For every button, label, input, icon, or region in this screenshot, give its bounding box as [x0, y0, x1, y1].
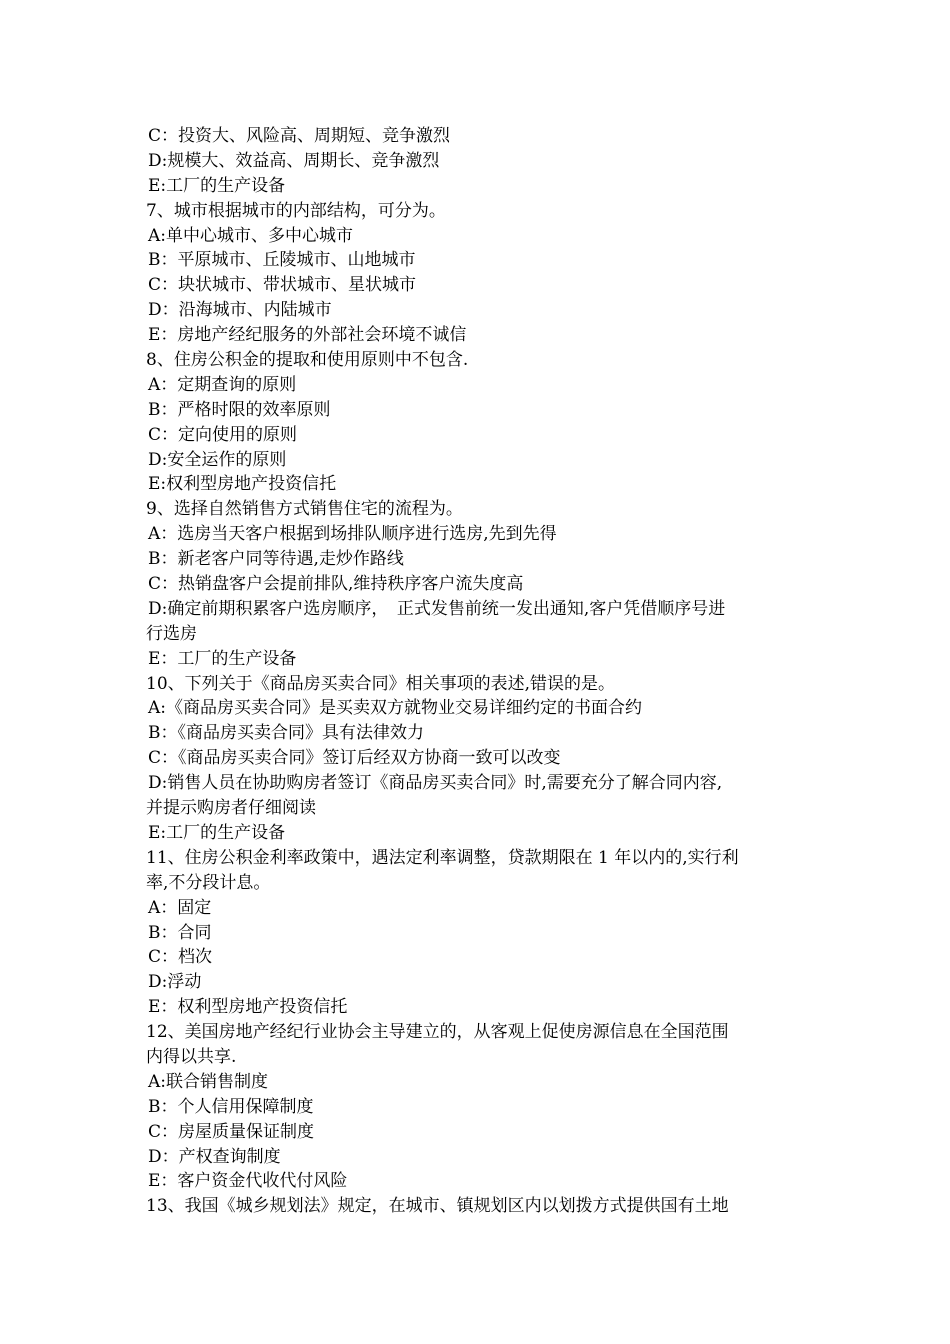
answer-option-line: D：产权查询制度	[148, 1146, 281, 1167]
question-text-line: 11、住房公积金利率政策中，遇法定利率调整，贷款期限在 1 年以内的,实行利	[146, 847, 739, 868]
answer-option-line: E：权利型房地产投资信托	[148, 997, 348, 1018]
answer-option-line: D:确定前期积累客户选房顺序， 正式发售前统一发出通知,客户凭借顺序号进	[148, 598, 726, 619]
answer-option-line: B：严格时限的效率原则	[148, 399, 331, 420]
answer-option-line: B：《商品房买卖合同》具有法律效力	[148, 723, 424, 744]
answer-option-line: C：房屋质量保证制度	[148, 1121, 315, 1142]
question-text-line: 8、住房公积金的提取和使用原则中不包含.	[146, 350, 469, 371]
question-text-line: 7、城市根据城市的内部结构，可分为。	[146, 200, 446, 221]
answer-option-line: C：热销盘客户会提前排队,维持秩序客户流失度高	[148, 574, 524, 595]
answer-option-line: A:联合销售制度	[148, 1071, 269, 1092]
answer-option-line: D:浮动	[148, 972, 202, 993]
answer-option-line: E：工厂的生产设备	[148, 648, 297, 669]
answer-option-line: E:权利型房地产投资信托	[148, 474, 337, 495]
answer-option-line: A:单中心城市、多中心城市	[148, 225, 354, 246]
question-text-line: 内得以共享.	[146, 1046, 237, 1067]
answer-option-line: C：档次	[148, 947, 213, 968]
answer-option-line: A:《商品房买卖合同》是买卖双方就物业交易详细约定的书面合约	[148, 698, 643, 719]
answer-option-line: E:工厂的生产设备	[148, 822, 286, 843]
answer-option-line: C：定向使用的原则	[148, 424, 298, 445]
answer-option-line: D:销售人员在协助购房者签订《商品房买卖合同》时,需要充分了解合同内容,	[148, 773, 723, 794]
answer-option-line: C：投资大、风险高、周期短、竞争激烈	[148, 126, 451, 146]
answer-option-line: E:工厂的生产设备	[148, 175, 286, 196]
answer-option-line: A：定期查询的原则	[148, 374, 297, 395]
answer-option-line: A：选房当天客户根据到场排队顺序进行选房,先到先得	[148, 524, 557, 545]
answer-option-line: A：固定	[148, 897, 212, 918]
answer-option-line: D:规模大、效益高、周期长、竞争激烈	[148, 150, 440, 171]
answer-option-line: B：新老客户同等待遇,走炒作路线	[148, 549, 404, 570]
question-text-line: 率,不分段计息。	[146, 872, 271, 893]
answer-option-line: B：合同	[148, 922, 212, 943]
answer-option-line: D:安全运作的原则	[148, 449, 287, 470]
answer-option-line: D：沿海城市、内陆城市	[148, 300, 332, 321]
answer-option-line: B：个人信用保障制度	[148, 1096, 314, 1117]
answer-option-line: C：《商品房买卖合同》签订后经双方协商一致可以改变	[148, 748, 561, 769]
question-text-line: 10、下列关于《商品房买卖合同》相关事项的表述,错误的是。	[146, 673, 616, 694]
document-page	[146, 124, 808, 1219]
question-text-line: 13、我国《城乡规划法》规定，在城市、镇规划区内以划拨方式提供国有土地	[146, 1196, 729, 1217]
answer-option-line: E：房地产经纪服务的外部社会环境不诚信	[148, 325, 467, 346]
question-text-line: 9、选择自然销售方式销售住宅的流程为。	[146, 499, 463, 520]
question-text-line: 并提示购房者仔细阅读	[146, 798, 316, 819]
answer-option-line: C：块状城市、带状城市、星状城市	[148, 275, 417, 296]
answer-option-line: B：平原城市、丘陵城市、山地城市	[148, 250, 416, 271]
question-text-line: 12、美国房地产经纪行业协会主导建立的，从客观上促使房源信息在全国范围	[146, 1022, 729, 1043]
question-text-line: 行选房	[146, 623, 197, 644]
answer-option-line: E：客户资金代收代付风险	[148, 1171, 348, 1192]
